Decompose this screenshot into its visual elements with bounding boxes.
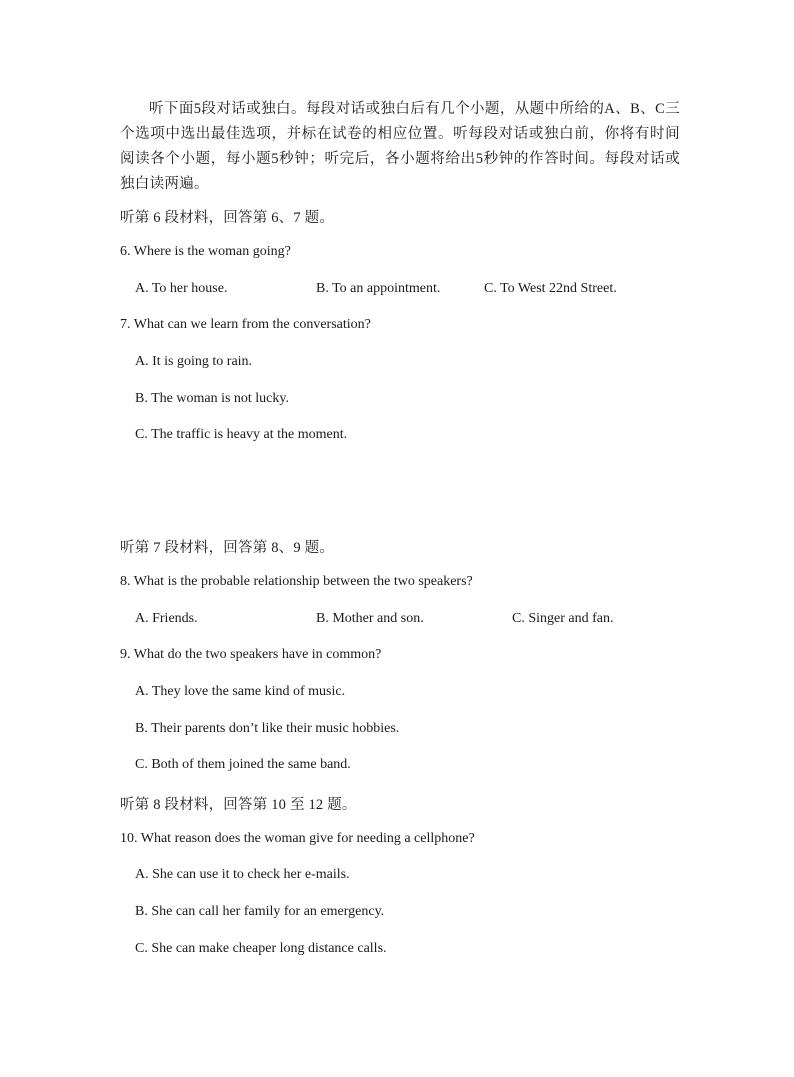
question-8: 8. What is the probable relationship between the two speakers? (120, 574, 473, 589)
section-heading: 听第 6 段材料，回答第 6、7 题。 (120, 210, 335, 226)
question-7: 7. What can we learn from the conversation? (120, 317, 371, 332)
q9-option-b: B. Their parents don’t like their music hobbies. (135, 721, 400, 736)
q8-option-a: A. Friends. (135, 611, 198, 626)
q9-option-a: A. They love the same kind of music. (135, 684, 346, 699)
q10-option-c: C. She can make cheaper long distance calls. (135, 941, 387, 956)
instructions-paragraph: 听下面5段对话或独白。每段对话或独白后有几个小题，从题中所给的A、B、C三个选项中选出最佳选项，并标在试卷的相应位置。听每段对话或独白前，你将有时间阅读各个小题，每小题5秒钟；听完后，各小题将给出5秒钟的作答时间。每段对话或独白读两遍。 (120, 101, 680, 192)
q10-option-b: B. She can call her family for an emergency. (135, 904, 385, 919)
q7-option-c: C. The traffic is heavy at the moment. (135, 427, 348, 442)
q7-option-b: B. The woman is not lucky. (135, 391, 289, 406)
q8-option-c: C. Singer and fan. (512, 611, 614, 626)
question-6: 6. Where is the woman going? (120, 244, 291, 259)
q6-option-b: B. To an appointment. (316, 281, 441, 296)
q9-option-c: C. Both of them joined the same band. (135, 757, 351, 772)
section-heading: 听第 8 段材料，回答第 10 至 12 题。 (120, 797, 357, 813)
question-10: 10. What reason does the woman give for needing a cellphone? (120, 831, 475, 846)
section-heading: 听第 7 段材料，回答第 8、9 题。 (120, 540, 335, 556)
q7-option-a: A. It is going to rain. (135, 354, 253, 369)
question-9: 9. What do the two speakers have in common? (120, 647, 382, 662)
q6-option-c: C. To West 22nd Street. (484, 281, 617, 296)
q10-option-a: A. She can use it to check her e-mails. (135, 867, 350, 882)
q8-option-b: B. Mother and son. (316, 611, 424, 626)
q6-option-a: A. To her house. (135, 281, 228, 296)
